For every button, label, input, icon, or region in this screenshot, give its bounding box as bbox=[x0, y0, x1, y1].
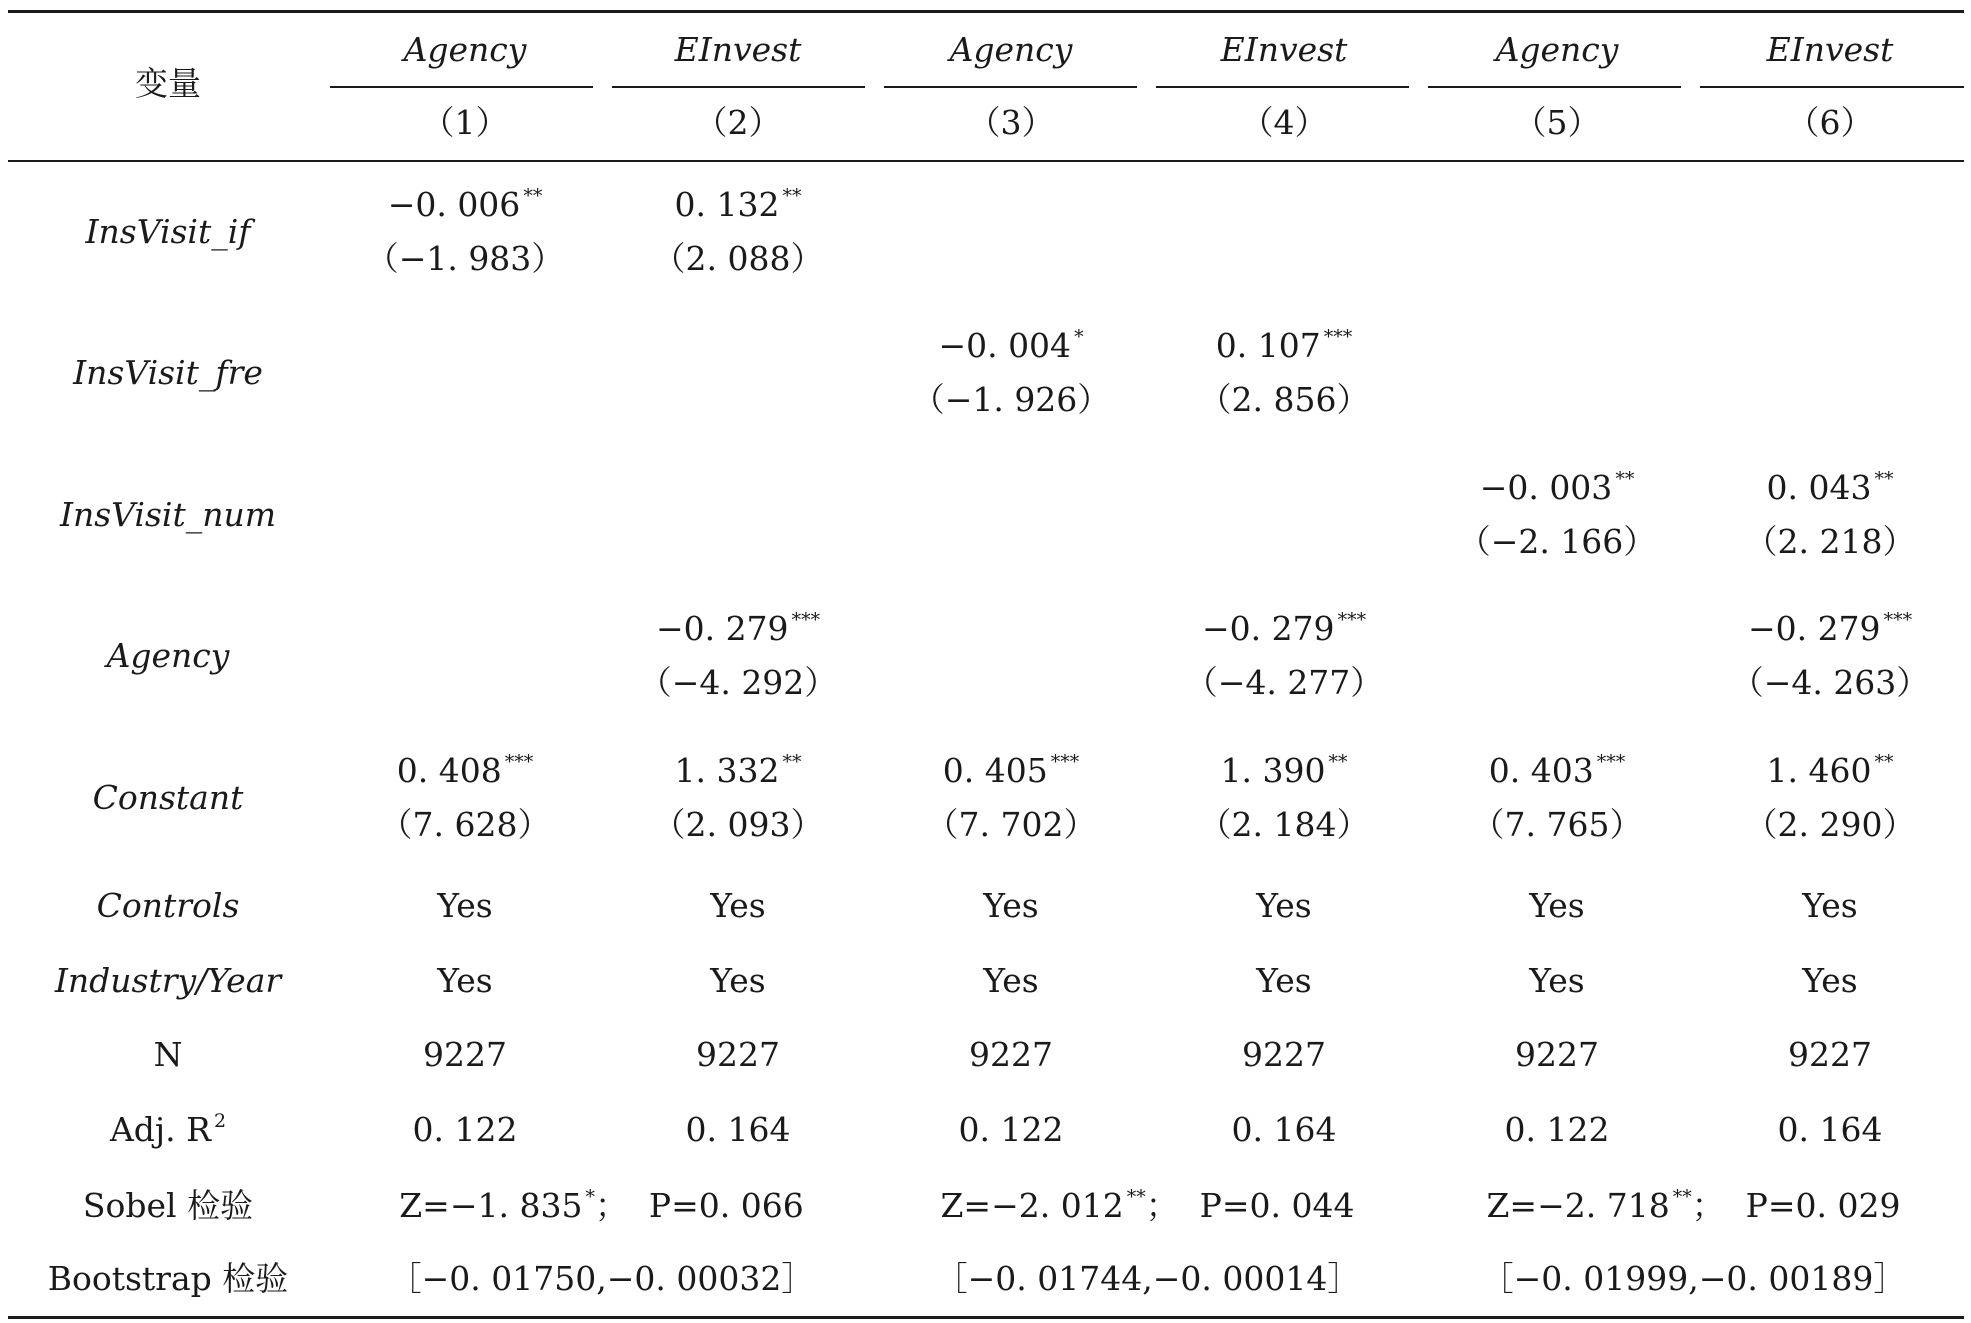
significance-stars: ** bbox=[782, 185, 802, 207]
coefficient-value bbox=[608, 185, 868, 225]
bootstrap-interval: ［−0. 01999,−0. 00189］ bbox=[1480, 1259, 1907, 1298]
coefficient-number: −0. 004 bbox=[938, 326, 1072, 365]
significance-stars: ** bbox=[1874, 751, 1894, 773]
t-statistic: （−4. 277） bbox=[1184, 663, 1384, 702]
superscript-two: 2 bbox=[213, 1110, 227, 1132]
column-header-name: EInvest bbox=[1220, 30, 1348, 69]
column-header-name: Agency bbox=[949, 30, 1073, 69]
top-rule bbox=[8, 10, 1964, 13]
sobel-p: ； P=0. 066 bbox=[594, 1186, 804, 1225]
value-cell: Yes bbox=[1802, 961, 1858, 1000]
t-statistic: （−4. 292） bbox=[638, 663, 838, 702]
column-header-number: （2） bbox=[694, 103, 782, 142]
significance-stars: *** bbox=[1337, 609, 1367, 631]
significance-stars: ** bbox=[1874, 468, 1894, 490]
row-label-insvisit-fre: InsVisit_fre bbox=[73, 353, 263, 392]
coef-cell bbox=[1427, 468, 1687, 562]
t-statistic: （2. 856） bbox=[1198, 380, 1370, 419]
t-statistic: （2. 093） bbox=[652, 805, 824, 844]
significance-stars: ** bbox=[1672, 1186, 1692, 1208]
r2-value-cell: 0. 122 bbox=[1504, 1110, 1610, 1149]
significance-stars: ** bbox=[782, 751, 802, 773]
coefficient-number: 1. 460 bbox=[1766, 751, 1872, 790]
sobel-result bbox=[888, 1186, 1408, 1226]
coef-cell bbox=[335, 185, 595, 279]
significance-stars: ** bbox=[1126, 1186, 1146, 1208]
column-header-number: （6） bbox=[1786, 103, 1874, 142]
coefficient-number: 1. 332 bbox=[674, 751, 780, 790]
t-statistic: （7. 702） bbox=[925, 805, 1097, 844]
significance-stars: *** bbox=[1596, 751, 1626, 773]
t-statistic: （2. 218） bbox=[1744, 522, 1916, 561]
column-header-subrule bbox=[612, 86, 865, 88]
column-header-subrule bbox=[1156, 86, 1409, 88]
value-cell: Yes bbox=[1529, 886, 1585, 925]
coefficient-number: 1. 390 bbox=[1220, 751, 1326, 790]
significance-stars: *** bbox=[1323, 326, 1353, 348]
coefficient-number: 0. 405 bbox=[942, 751, 1048, 790]
t-statistic: （−1. 983） bbox=[365, 239, 565, 278]
coef-cell bbox=[881, 751, 1141, 845]
adj-r-text: Adj. R bbox=[109, 1110, 211, 1149]
column-header-number: （4） bbox=[1240, 103, 1328, 142]
coef-cell bbox=[608, 185, 868, 279]
value-cell: Yes bbox=[437, 886, 493, 925]
column-header-number: （1） bbox=[421, 103, 509, 142]
column-header-number: （5） bbox=[1513, 103, 1601, 142]
header-rule bbox=[8, 160, 1964, 162]
t-statistic: （7. 765） bbox=[1471, 805, 1643, 844]
coefficient-number: −0. 279 bbox=[655, 609, 789, 648]
column-header-subrule bbox=[1700, 86, 1964, 88]
coef-cell bbox=[1700, 609, 1960, 703]
var-label-header: 变量 bbox=[135, 64, 201, 103]
t-statistic: （−1. 926） bbox=[911, 380, 1111, 419]
significance-stars: *** bbox=[504, 751, 534, 773]
row-label-bootstrap: Bootstrap 检验 bbox=[47, 1259, 289, 1298]
coef-cell bbox=[1154, 326, 1414, 420]
column-header-subrule bbox=[884, 86, 1137, 88]
bottom-rule bbox=[8, 1316, 1964, 1319]
t-statistic: （2. 184） bbox=[1198, 805, 1370, 844]
coefficient-value bbox=[1700, 751, 1960, 791]
value-cell: 9227 bbox=[1788, 1035, 1872, 1074]
coef-cell bbox=[1154, 609, 1414, 703]
value-cell: 9227 bbox=[423, 1035, 507, 1074]
column-header-name: EInvest bbox=[674, 30, 802, 69]
row-label-controls: Controls bbox=[96, 886, 240, 925]
row-label-agency: Agency bbox=[106, 636, 230, 675]
row-label-insvisit-if: InsVisit_if bbox=[85, 212, 251, 251]
column-header-name: Agency bbox=[403, 30, 527, 69]
significance-stars: *** bbox=[1883, 609, 1913, 631]
value-cell: 9227 bbox=[696, 1035, 780, 1074]
coefficient-value bbox=[335, 751, 595, 791]
value-cell: Yes bbox=[983, 961, 1039, 1000]
row-label-sobel: Sobel 检验 bbox=[82, 1186, 254, 1225]
coefficient-number: 0. 408 bbox=[396, 751, 502, 790]
regression-table bbox=[8, 0, 1964, 1323]
sobel-result bbox=[1434, 1186, 1954, 1226]
value-cell: Yes bbox=[1802, 886, 1858, 925]
coef-cell bbox=[335, 751, 595, 845]
coefficient-number: 0. 107 bbox=[1215, 326, 1321, 365]
value-cell: 9227 bbox=[1242, 1035, 1326, 1074]
value-cell: Yes bbox=[1256, 961, 1312, 1000]
column-header-subrule bbox=[330, 86, 593, 88]
coefficient-number: −0. 003 bbox=[1479, 468, 1613, 507]
significance-stars: ** bbox=[523, 185, 543, 207]
significance-stars: *** bbox=[1050, 751, 1080, 773]
coefficient-value bbox=[881, 751, 1141, 791]
r2-value-cell: 0. 164 bbox=[685, 1110, 791, 1149]
significance-stars: * bbox=[585, 1186, 595, 1208]
coef-cell bbox=[1427, 751, 1687, 845]
r2-value-cell: 0. 122 bbox=[412, 1110, 518, 1149]
t-statistic: （2. 290） bbox=[1744, 805, 1916, 844]
column-header-number: （3） bbox=[967, 103, 1055, 142]
value-cell: Yes bbox=[710, 886, 766, 925]
t-statistic: （2. 088） bbox=[652, 239, 824, 278]
r2-value-cell: 0. 122 bbox=[958, 1110, 1064, 1149]
coefficient-number: −0. 006 bbox=[387, 185, 521, 224]
coefficient-value bbox=[608, 751, 868, 791]
coefficient-value bbox=[1154, 609, 1414, 649]
value-cell: Yes bbox=[1529, 961, 1585, 1000]
row-label-adj-r2 bbox=[18, 1110, 318, 1150]
bootstrap-interval: ［−0. 01750,−0. 00032］ bbox=[388, 1259, 815, 1298]
column-header-name: EInvest bbox=[1766, 30, 1894, 69]
coefficient-number: 0. 132 bbox=[674, 185, 780, 224]
value-cell: Yes bbox=[983, 886, 1039, 925]
coefficient-number: 0. 043 bbox=[1766, 468, 1872, 507]
row-label-constant: Constant bbox=[92, 778, 244, 817]
sobel-p: ； P=0. 044 bbox=[1145, 1186, 1355, 1225]
coef-cell bbox=[1700, 751, 1960, 845]
sobel-p: ； P=0. 029 bbox=[1691, 1186, 1901, 1225]
value-cell: Yes bbox=[1256, 886, 1312, 925]
coefficient-value bbox=[1700, 609, 1960, 649]
coefficient-value bbox=[608, 609, 868, 649]
coefficient-value bbox=[335, 185, 595, 225]
column-header-subrule bbox=[1428, 86, 1681, 88]
coefficient-number: −0. 279 bbox=[1201, 609, 1335, 648]
coefficient-value bbox=[1700, 468, 1960, 508]
sobel-z: Z=−2. 718 bbox=[1486, 1186, 1670, 1225]
significance-stars: *** bbox=[791, 609, 821, 631]
sobel-z: Z=−1. 835 bbox=[399, 1186, 583, 1225]
coef-cell bbox=[608, 609, 868, 703]
row-label-insvisit-num: InsVisit_num bbox=[59, 495, 277, 534]
bootstrap-interval: ［−0. 01744,−0. 00014］ bbox=[934, 1259, 1361, 1298]
r2-value-cell: 0. 164 bbox=[1231, 1110, 1337, 1149]
value-cell: Yes bbox=[710, 961, 766, 1000]
coefficient-number: −0. 279 bbox=[1747, 609, 1881, 648]
t-statistic: （7. 628） bbox=[379, 805, 551, 844]
t-statistic: （−2. 166） bbox=[1457, 522, 1657, 561]
significance-stars: ** bbox=[1615, 468, 1635, 490]
row-label-n: N bbox=[153, 1035, 183, 1074]
coef-cell bbox=[1154, 751, 1414, 845]
row-label-industry-year: Industry/Year bbox=[54, 961, 282, 1000]
column-header-name: Agency bbox=[1495, 30, 1619, 69]
coefficient-value bbox=[1154, 326, 1414, 366]
coefficient-value bbox=[881, 326, 1141, 366]
sobel-result bbox=[342, 1186, 862, 1226]
value-cell: Yes bbox=[437, 961, 493, 1000]
coefficient-value bbox=[1427, 751, 1687, 791]
coef-cell bbox=[608, 751, 868, 845]
coefficient-value bbox=[1154, 751, 1414, 791]
significance-stars: * bbox=[1074, 326, 1084, 348]
coef-cell bbox=[881, 326, 1141, 420]
sobel-z: Z=−2. 012 bbox=[940, 1186, 1124, 1225]
coef-cell bbox=[1700, 468, 1960, 562]
r2-value-cell: 0. 164 bbox=[1777, 1110, 1883, 1149]
significance-stars: ** bbox=[1328, 751, 1348, 773]
value-cell: 9227 bbox=[969, 1035, 1053, 1074]
coefficient-value bbox=[1427, 468, 1687, 508]
coefficient-number: 0. 403 bbox=[1488, 751, 1594, 790]
t-statistic: （−4. 263） bbox=[1730, 663, 1930, 702]
value-cell: 9227 bbox=[1515, 1035, 1599, 1074]
